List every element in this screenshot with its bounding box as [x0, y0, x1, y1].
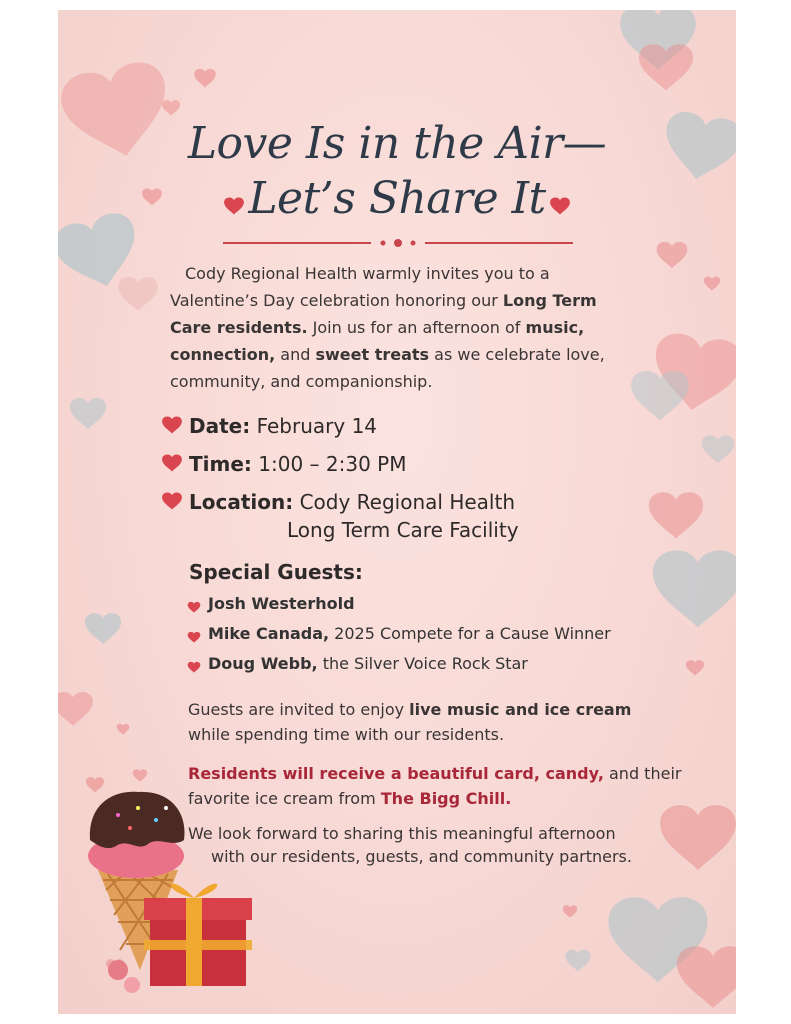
date-row: Date: February 14 — [189, 414, 378, 438]
guest-item: Doug Webb, the Silver Voice Rock Star — [208, 654, 528, 673]
heart-icon — [563, 905, 577, 917]
intro-line-5: community, and companionship. — [170, 372, 433, 391]
title-divider-ornament — [223, 236, 573, 250]
heart-icon — [704, 277, 720, 291]
gifts-line-2: favorite ice cream from The Bigg Chill. — [188, 789, 512, 808]
guest-item: Josh Westerhold — [208, 594, 355, 613]
heart-icon — [653, 550, 736, 627]
location-row: Location: Cody Regional Health — [189, 490, 515, 514]
heart-icon — [649, 492, 703, 538]
heart-bullet-icon — [187, 599, 201, 613]
flyer-page — [58, 10, 736, 1014]
intro-line-1: Cody Regional Health warmly invites you to a — [185, 264, 550, 283]
heart-bullet-icon — [161, 412, 183, 434]
heart-icon — [58, 692, 93, 726]
heart-icon — [70, 398, 106, 429]
flyer-title-line-2: Let’s Share It — [248, 173, 546, 224]
heart-icon — [565, 950, 590, 972]
heart-icon — [631, 371, 689, 420]
heart-bullet-icon — [161, 488, 183, 510]
heart-icon — [118, 277, 158, 311]
intro-line-3: Care residents. Join us for an afternoon of music, — [170, 318, 585, 337]
heart-icon — [194, 69, 216, 88]
location-line-2: Long Term Care Facility — [287, 518, 519, 542]
time-row: Time: 1:00 – 2:30 PM — [189, 452, 407, 476]
heart-icon — [117, 724, 130, 735]
intro-line-4: connection, and sweet treats as we celebrate love, — [170, 345, 605, 364]
heart-icon — [686, 660, 704, 675]
gift-box-illustration — [144, 884, 252, 986]
special-guests-heading: Special Guests: — [189, 560, 363, 584]
heart-icon — [86, 777, 104, 792]
heart-bullet-icon — [161, 450, 183, 472]
flyer-title-line-1: Love Is in the Air— — [187, 118, 607, 169]
intro-line-2: Valentine’s Day celebration honoring our Long Term — [170, 291, 597, 310]
closing-line-1: We look forward to sharing this meaningful afternoon — [188, 824, 616, 843]
heart-icon — [162, 100, 180, 115]
gifts-line-1: Residents will receive a beautiful card, candy, and their — [188, 764, 682, 783]
guest-item: Mike Canada, 2025 Compete for a Cause Winner — [208, 624, 611, 643]
heart-icon — [702, 435, 734, 463]
heart-bullet-icon — [187, 629, 201, 643]
music-line-1: Guests are invited to enjoy live music and ice cream — [188, 700, 632, 719]
music-line-2: while spending time with our residents. — [188, 725, 505, 744]
heart-icon — [657, 242, 688, 268]
heart-icon — [660, 805, 736, 870]
heart-icon — [677, 946, 736, 1008]
heart-bullet-icon — [187, 659, 201, 673]
heart-icon — [133, 769, 147, 781]
candy-illustration — [108, 960, 140, 993]
closing-line-2: with our residents, guests, and community partners. — [211, 847, 632, 866]
heart-icon — [85, 613, 121, 644]
